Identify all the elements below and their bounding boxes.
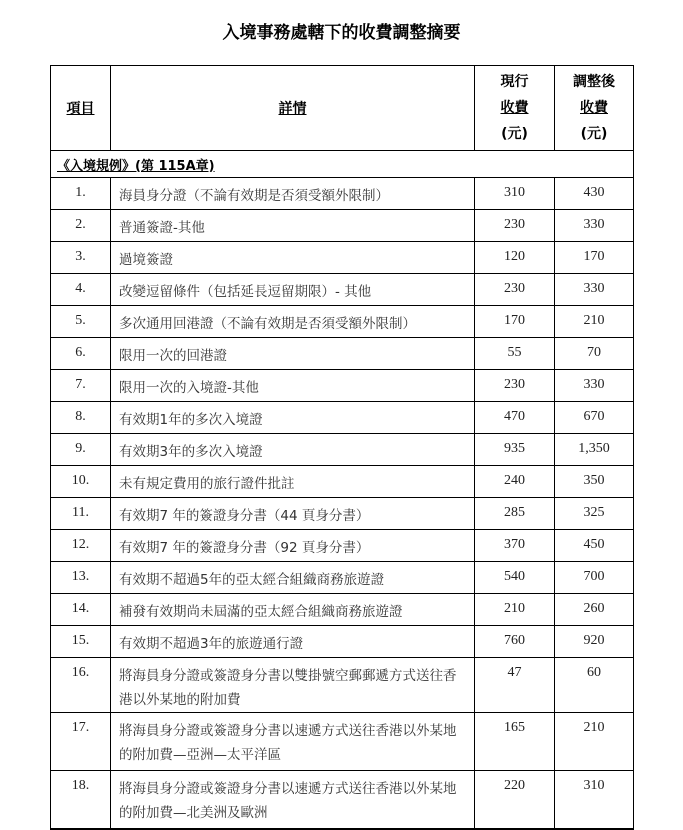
row-current-fee: 230 (475, 370, 555, 402)
row-current-fee: 370 (475, 530, 555, 562)
table-row (51, 306, 634, 338)
row-number: 11. (51, 498, 111, 530)
row-current-fee: 760 (475, 626, 555, 658)
section-title: 《入境規例》(第 115A章) (51, 151, 634, 178)
row-detail: 將海員身分證或簽證身分書以雙掛號空郵郵遞方式送往香港以外某地的附加費 (111, 658, 475, 713)
row-current-fee: 935 (475, 434, 555, 466)
row-number: 10. (51, 466, 111, 498)
row-number: 13. (51, 562, 111, 594)
header-item: 項目 (51, 66, 111, 151)
table-header-row (51, 66, 634, 151)
row-adjusted-fee: 430 (555, 178, 634, 210)
row-current-fee: 220 (475, 771, 555, 830)
table-row (51, 242, 634, 274)
row-current-fee: 285 (475, 498, 555, 530)
row-adjusted-fee: 450 (555, 530, 634, 562)
row-detail: 改變逗留條件（包括延長逗留期限）- 其他 (111, 274, 475, 306)
row-adjusted-fee: 210 (555, 713, 634, 771)
fee-table (50, 65, 634, 830)
row-adjusted-fee: 210 (555, 306, 634, 338)
row-adjusted-fee: 310 (555, 771, 634, 830)
row-number: 17. (51, 713, 111, 771)
row-detail: 有效期1年的多次入境證 (111, 402, 475, 434)
table-row (51, 434, 634, 466)
row-adjusted-fee: 920 (555, 626, 634, 658)
table-row (51, 594, 634, 626)
table-row (51, 178, 634, 210)
row-number: 15. (51, 626, 111, 658)
row-detail: 過境簽證 (111, 242, 475, 274)
row-current-fee: 210 (475, 594, 555, 626)
row-current-fee: 540 (475, 562, 555, 594)
row-detail: 海員身分證（不論有效期是否須受額外限制） (111, 178, 475, 210)
row-current-fee: 240 (475, 466, 555, 498)
row-current-fee: 470 (475, 402, 555, 434)
row-number: 1. (51, 178, 111, 210)
row-adjusted-fee: 70 (555, 338, 634, 370)
table-row (51, 370, 634, 402)
row-adjusted-fee: 670 (555, 402, 634, 434)
table-row (51, 562, 634, 594)
row-number: 6. (51, 338, 111, 370)
row-adjusted-fee: 325 (555, 498, 634, 530)
row-detail: 將海員身分證或簽證身分書以速遞方式送往香港以外某地的附加費—亞洲—太平洋區 (111, 713, 475, 771)
table-row (51, 626, 634, 658)
row-detail: 有效期7 年的簽證身分書（92 頁身分書） (111, 530, 475, 562)
table-row (51, 402, 634, 434)
header-current-fee: 現行 收費 (元) (475, 66, 555, 151)
row-number: 14. (51, 594, 111, 626)
table-row (51, 466, 634, 498)
row-adjusted-fee: 350 (555, 466, 634, 498)
row-number: 2. (51, 210, 111, 242)
row-detail: 限用一次的回港證 (111, 338, 475, 370)
row-detail: 限用一次的入境證-其他 (111, 370, 475, 402)
row-adjusted-fee: 1,350 (555, 434, 634, 466)
row-number: 18. (51, 771, 111, 830)
table-row (51, 210, 634, 242)
row-detail: 未有規定費用的旅行證件批註 (111, 466, 475, 498)
row-adjusted-fee: 700 (555, 562, 634, 594)
table-row (51, 338, 634, 370)
row-current-fee: 170 (475, 306, 555, 338)
row-adjusted-fee: 330 (555, 274, 634, 306)
table-row (51, 498, 634, 530)
row-number: 5. (51, 306, 111, 338)
row-number: 7. (51, 370, 111, 402)
row-detail: 普通簽證-其他 (111, 210, 475, 242)
row-current-fee: 310 (475, 178, 555, 210)
table-row (51, 658, 634, 713)
row-detail: 有效期3年的多次入境證 (111, 434, 475, 466)
table-row (51, 771, 634, 830)
row-adjusted-fee: 330 (555, 210, 634, 242)
row-number: 12. (51, 530, 111, 562)
section-row (51, 151, 634, 178)
row-detail: 補發有效期尚未屆滿的亞太經合組織商務旅遊證 (111, 594, 475, 626)
table-row (51, 274, 634, 306)
row-detail: 多次通用回港證（不論有效期是否須受額外限制） (111, 306, 475, 338)
table-row (51, 713, 634, 771)
row-current-fee: 120 (475, 242, 555, 274)
document-title: 入境事務處轄下的收費調整摘要 (222, 23, 461, 43)
row-current-fee: 230 (475, 210, 555, 242)
row-detail: 有效期不超過3年的旅遊通行證 (111, 626, 475, 658)
row-number: 16. (51, 658, 111, 713)
row-number: 3. (51, 242, 111, 274)
row-detail: 有效期不超過5年的亞太經合組織商務旅遊證 (111, 562, 475, 594)
table-row (51, 530, 634, 562)
row-current-fee: 47 (475, 658, 555, 713)
row-adjusted-fee: 170 (555, 242, 634, 274)
row-number: 8. (51, 402, 111, 434)
row-current-fee: 165 (475, 713, 555, 771)
row-adjusted-fee: 330 (555, 370, 634, 402)
header-details: 詳情 (111, 66, 475, 151)
header-adjusted-fee: 調整後 收費 (元) (555, 66, 634, 151)
row-adjusted-fee: 260 (555, 594, 634, 626)
row-number: 9. (51, 434, 111, 466)
row-detail: 將海員身分證或簽證身分書以速遞方式送往香港以外某地的附加費—北美洲及歐洲 (111, 771, 475, 830)
row-adjusted-fee: 60 (555, 658, 634, 713)
row-number: 4. (51, 274, 111, 306)
row-current-fee: 55 (475, 338, 555, 370)
row-current-fee: 230 (475, 274, 555, 306)
row-detail: 有效期7 年的簽證身分書（44 頁身分書） (111, 498, 475, 530)
